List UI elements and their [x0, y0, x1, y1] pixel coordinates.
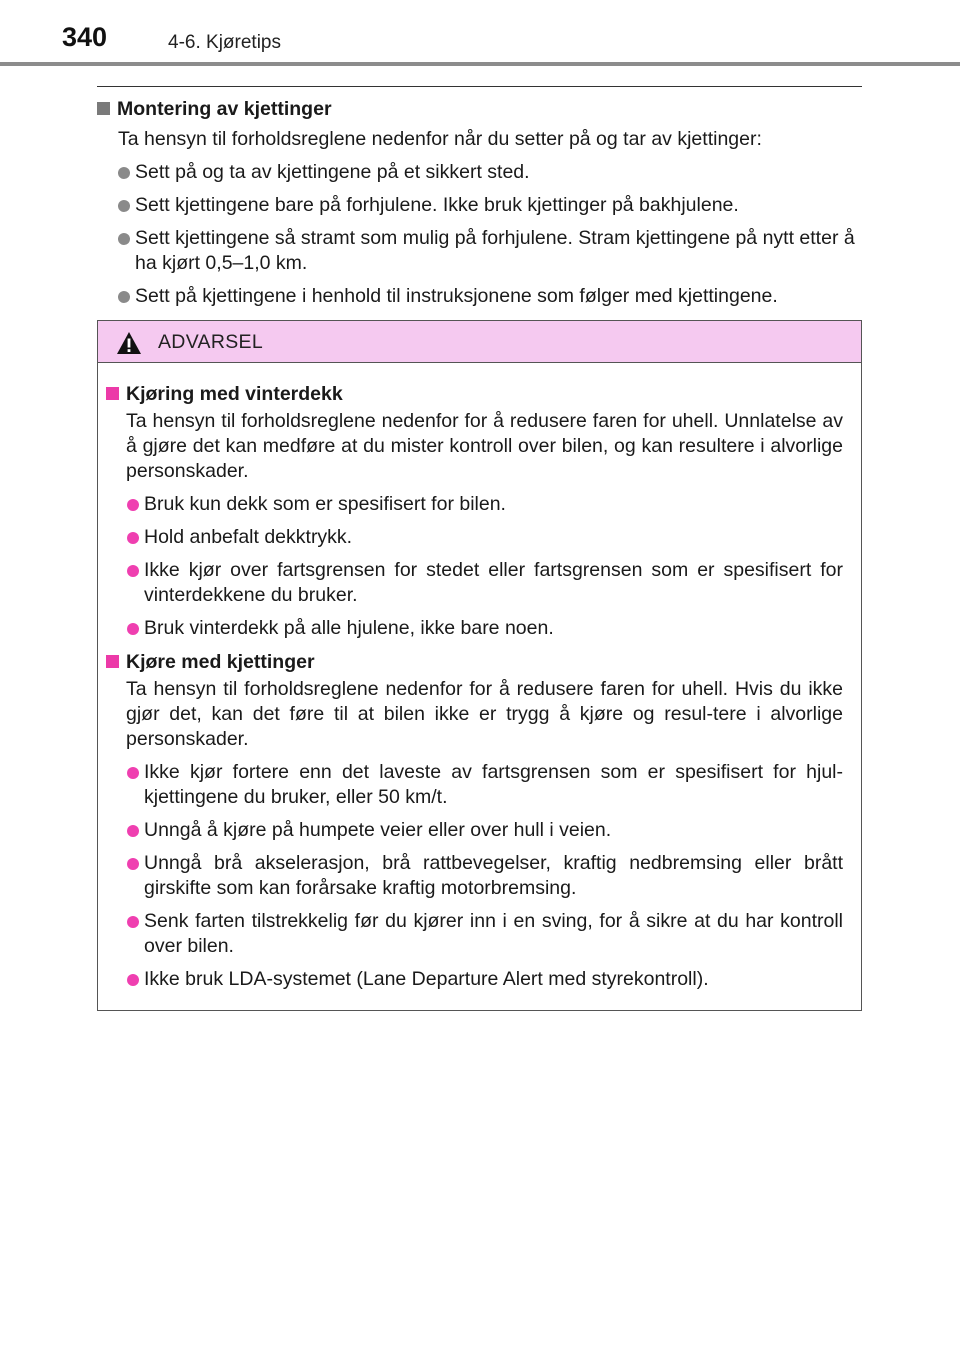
circle-bullet-icon	[127, 623, 139, 635]
list-item: Bruk vinterdekk på alle hjulene, ikke bare noen.	[106, 616, 853, 641]
section-title: Kjøring med vinterdekk	[106, 381, 853, 407]
square-bullet-icon	[106, 655, 119, 668]
circle-bullet-icon	[127, 565, 139, 577]
circle-bullet-icon	[118, 233, 130, 245]
circle-bullet-icon	[127, 499, 139, 511]
circle-bullet-icon	[127, 767, 139, 779]
list-item: Unngå å kjøre på humpete veier eller over hull i veien.	[106, 818, 853, 843]
warning-body	[98, 381, 861, 992]
page-number: 340	[62, 22, 108, 52]
circle-bullet-icon	[127, 916, 139, 928]
list-item: Hold anbefalt dekktrykk.	[106, 525, 853, 550]
section-intro: Ta hensyn til forholdsreglene nedenfor for å redusere faren for uhell. Hvis du ikke gjør det, kan det føre til at bilen ikke er trygg å kjøre og resul-tere i alvorlige personskader.	[126, 678, 843, 750]
list-item: Sett på og ta av kjettingene på et sikkert sted.	[97, 160, 862, 185]
list-item: Bruk kun dekk som er spesifisert for bilen.	[106, 492, 853, 517]
warning-section-chains	[98, 649, 861, 992]
circle-bullet-icon	[127, 532, 139, 544]
circle-bullet-icon	[118, 200, 130, 212]
square-bullet-icon	[106, 387, 119, 400]
list-item: Sett kjettingene så stramt som mulig på forhjulene. Stram kjettingene på nytt etter å ha kjørt 0,5–1,0 km.	[97, 226, 862, 276]
warning-header	[98, 321, 861, 363]
circle-bullet-icon	[127, 974, 139, 986]
circle-bullet-icon	[118, 291, 130, 303]
section-intro: Ta hensyn til forholdsreglene nedenfor for å redusere faren for uhell. Unnlatelse av å gjøre det kan medføre at du mister kontroll over bilen, og kan resultere i alvorlige personskader.	[126, 410, 843, 482]
section-chain-mounting	[97, 96, 862, 309]
circle-bullet-icon	[127, 825, 139, 837]
section-title: Kjøre med kjettinger	[106, 649, 853, 675]
list-item: Sett på kjettingene i henhold til instruksjonene som følger med kjettingene.	[97, 284, 862, 309]
circle-bullet-icon	[118, 167, 130, 179]
section-title: Montering av kjettinger	[97, 96, 862, 122]
section-intro: Ta hensyn til forholdsreglene nedenfor når du setter på og tar av kjettinger:	[118, 128, 762, 150]
warning-triangle-icon	[116, 331, 142, 355]
list-item: Ikke bruk LDA-systemet (Lane Departure Alert med styrekontroll).	[106, 967, 853, 992]
warning-label: ADVARSEL	[158, 331, 263, 353]
header-divider	[0, 62, 960, 66]
list-item: Senk farten tilstrekkelig før du kjører inn i en sving, for å sikre at du har kontroll over bilen.	[106, 909, 853, 959]
chapter-title: 4-6. Kjøretips	[168, 32, 281, 53]
circle-bullet-icon	[127, 858, 139, 870]
list-item: Unngå brå akselerasjon, brå rattbevegelser, kraftig nedbremsing eller brått girskifte som kan forårsake kraftig motorbremsing.	[106, 851, 853, 901]
warning-box	[97, 320, 862, 1011]
page-header	[0, 0, 960, 68]
section-divider	[97, 86, 862, 87]
list-item: Ikke kjør fortere enn det laveste av fartsgrensen som er spesifisert for hjul-kjettingene du bruker, eller 50 km/t.	[106, 760, 853, 810]
warning-section-winter-tires	[98, 381, 861, 641]
list-item: Sett kjettingene bare på forhjulene. Ikke bruk kjettinger på bakhjulene.	[97, 193, 862, 218]
square-bullet-icon	[97, 102, 110, 115]
list-item: Ikke kjør over fartsgrensen for stedet eller fartsgrensen som er spesifisert for vinterdekkene du bruker.	[106, 558, 853, 608]
